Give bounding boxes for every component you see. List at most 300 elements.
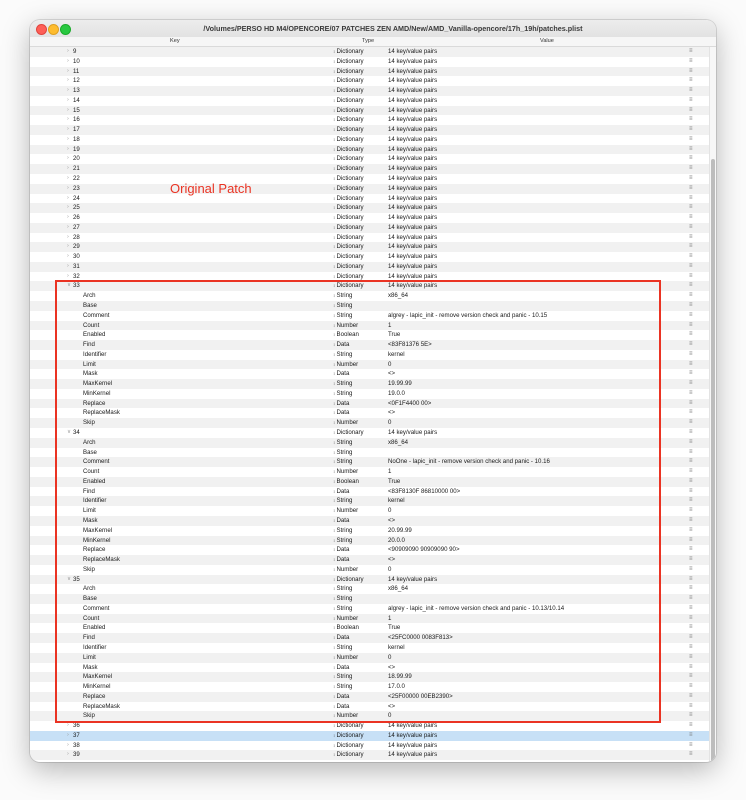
row-key[interactable]: Skip	[83, 712, 95, 720]
row-value[interactable]: 14 key/value pairs	[388, 233, 438, 241]
row-value[interactable]	[388, 301, 678, 311]
row-menu-icon[interactable]: ≡	[689, 302, 693, 309]
disclosure-open-icon[interactable]: ∨	[67, 282, 72, 289]
close-window-button[interactable]	[36, 24, 47, 35]
row-type[interactable]	[333, 125, 389, 135]
type-stepper-icon[interactable]: ↕	[333, 332, 337, 338]
row-menu-icon[interactable]: ≡	[689, 751, 693, 758]
row-value[interactable]: 0	[388, 712, 392, 720]
table-row[interactable]	[30, 584, 709, 594]
row-value[interactable]: 14 key/value pairs	[388, 751, 438, 759]
row-key[interactable]: Mask	[83, 663, 98, 671]
row-value[interactable]: x86_64	[388, 292, 408, 300]
table-row[interactable]	[30, 47, 709, 57]
row-key[interactable]: ReplaceMask	[83, 556, 120, 564]
table-row[interactable]	[30, 311, 709, 321]
row-key[interactable]: 20	[73, 155, 80, 163]
disclosure-closed-icon[interactable]: ›	[67, 214, 69, 221]
row-value[interactable]: 14 key/value pairs	[388, 223, 438, 231]
zoom-window-button[interactable]	[60, 24, 71, 35]
row-menu-icon[interactable]: ≡	[689, 57, 693, 64]
table-row[interactable]	[30, 428, 709, 438]
type-stepper-icon[interactable]: ↕	[333, 312, 337, 318]
row-menu-icon[interactable]: ≡	[689, 184, 693, 191]
type-stepper-icon[interactable]: ↕	[333, 410, 337, 416]
row-menu-icon[interactable]: ≡	[689, 702, 693, 709]
row-type[interactable]	[333, 487, 389, 497]
row-menu-icon[interactable]: ≡	[689, 233, 693, 240]
disclosure-open-icon[interactable]: ∨	[67, 429, 72, 436]
row-value[interactable]: <90909090 90909090 90>	[388, 546, 460, 554]
type-stepper-icon[interactable]: ↕	[333, 752, 337, 758]
row-key[interactable]: Base	[83, 302, 97, 310]
row-value[interactable]: 14 key/value pairs	[388, 145, 438, 153]
row-key[interactable]: MaxKernel	[83, 526, 113, 534]
row-menu-icon[interactable]: ≡	[689, 243, 693, 250]
row-value[interactable]: 14 key/value pairs	[388, 204, 438, 212]
row-menu-icon[interactable]: ≡	[689, 155, 693, 162]
table-row[interactable]	[30, 379, 709, 389]
row-type[interactable]	[333, 291, 389, 301]
table-row[interactable]	[30, 633, 709, 643]
row-type[interactable]	[333, 311, 389, 321]
row-menu-icon[interactable]: ≡	[689, 692, 693, 699]
row-type[interactable]	[333, 692, 389, 702]
row-value[interactable]: 14 key/value pairs	[388, 135, 438, 143]
row-value[interactable]: 14 key/value pairs	[388, 194, 438, 202]
table-row[interactable]	[30, 418, 709, 428]
outline-view[interactable]	[30, 47, 709, 762]
table-row[interactable]	[30, 262, 709, 272]
type-stepper-icon[interactable]: ↕	[333, 693, 337, 699]
row-value[interactable]: 14 key/value pairs	[388, 731, 438, 739]
row-value[interactable]: 14 key/value pairs	[388, 575, 438, 583]
row-menu-icon[interactable]: ≡	[689, 321, 693, 328]
type-stepper-icon[interactable]: ↕	[333, 713, 337, 719]
row-menu-icon[interactable]: ≡	[689, 380, 693, 387]
row-key[interactable]: Limit	[83, 507, 96, 515]
row-menu-icon[interactable]: ≡	[689, 116, 693, 123]
column-header-value[interactable]: Value	[540, 38, 554, 44]
row-menu-icon[interactable]: ≡	[689, 204, 693, 211]
table-row[interactable]	[30, 233, 709, 243]
row-key[interactable]: 26	[73, 214, 80, 222]
type-stepper-icon[interactable]: ↕	[333, 58, 337, 64]
row-value[interactable]: 14 key/value pairs	[388, 96, 438, 104]
row-menu-icon[interactable]: ≡	[689, 311, 693, 318]
table-row[interactable]	[30, 203, 709, 213]
table-row[interactable]	[30, 496, 709, 506]
table-row[interactable]	[30, 487, 709, 497]
disclosure-closed-icon[interactable]: ›	[67, 731, 69, 738]
row-value[interactable]: 17.0.0	[388, 683, 405, 691]
disclosure-closed-icon[interactable]: ›	[67, 253, 69, 260]
disclosure-closed-icon[interactable]: ›	[67, 106, 69, 113]
row-key[interactable]: 32	[73, 272, 80, 280]
row-type[interactable]	[333, 389, 389, 399]
table-row[interactable]	[30, 682, 709, 692]
type-stepper-icon[interactable]: ↕	[333, 449, 337, 455]
row-value[interactable]: <25F00000 00EB2390>	[388, 692, 453, 700]
row-value[interactable]: 14 key/value pairs	[388, 87, 438, 95]
disclosure-closed-icon[interactable]: ›	[67, 741, 69, 748]
type-stepper-icon[interactable]: ↕	[333, 498, 337, 504]
row-value[interactable]: 14 key/value pairs	[388, 48, 438, 55]
row-value[interactable]: 20.99.99	[388, 526, 412, 534]
table-row[interactable]	[30, 672, 709, 682]
row-type[interactable]	[333, 467, 389, 477]
row-value[interactable]: <>	[388, 702, 396, 710]
row-type[interactable]	[333, 145, 389, 155]
row-type[interactable]	[333, 242, 389, 252]
row-value[interactable]: <>	[388, 516, 396, 524]
row-key[interactable]: Base	[83, 448, 97, 456]
row-type[interactable]	[333, 428, 389, 438]
row-menu-icon[interactable]: ≡	[689, 135, 693, 142]
type-stepper-icon[interactable]: ↕	[333, 166, 337, 172]
row-key[interactable]: Identifier	[83, 497, 107, 505]
disclosure-closed-icon[interactable]: ›	[67, 722, 69, 729]
type-stepper-icon[interactable]: ↕	[333, 605, 337, 611]
row-menu-icon[interactable]: ≡	[689, 48, 693, 54]
row-type[interactable]	[333, 604, 389, 614]
row-menu-icon[interactable]: ≡	[689, 536, 693, 543]
type-stepper-icon[interactable]: ↕	[333, 723, 337, 729]
row-key[interactable]: MinKernel	[83, 536, 111, 544]
row-menu-icon[interactable]: ≡	[689, 253, 693, 260]
row-value[interactable]: 14 key/value pairs	[388, 77, 438, 85]
row-menu-icon[interactable]: ≡	[689, 634, 693, 641]
type-stepper-icon[interactable]: ↕	[333, 97, 337, 103]
row-type[interactable]	[333, 399, 389, 409]
row-menu-icon[interactable]: ≡	[689, 458, 693, 465]
row-type[interactable]	[333, 350, 389, 360]
row-key[interactable]: 24	[73, 194, 80, 202]
row-key[interactable]: 13	[73, 87, 80, 95]
table-row[interactable]	[30, 526, 709, 536]
table-row[interactable]	[30, 457, 709, 467]
type-stepper-icon[interactable]: ↕	[333, 322, 337, 328]
row-type[interactable]	[333, 438, 389, 448]
type-stepper-icon[interactable]: ↕	[333, 635, 337, 641]
row-menu-icon[interactable]: ≡	[689, 360, 693, 367]
table-row[interactable]	[30, 516, 709, 526]
disclosure-open-icon[interactable]: ∨	[67, 575, 72, 582]
type-stepper-icon[interactable]: ↕	[333, 215, 337, 221]
table-row[interactable]	[30, 125, 709, 135]
row-type[interactable]	[333, 575, 389, 585]
row-type[interactable]	[333, 663, 389, 673]
disclosure-closed-icon[interactable]: ›	[67, 262, 69, 269]
type-stepper-icon[interactable]: ↕	[333, 625, 337, 631]
row-key[interactable]: 34	[73, 429, 80, 437]
row-key[interactable]: 25	[73, 204, 80, 212]
disclosure-closed-icon[interactable]: ›	[67, 87, 69, 94]
row-menu-icon[interactable]: ≡	[689, 272, 693, 279]
row-menu-icon[interactable]: ≡	[689, 145, 693, 152]
disclosure-closed-icon[interactable]: ›	[67, 223, 69, 230]
row-value[interactable]: <>	[388, 663, 396, 671]
row-value[interactable]: 0	[388, 565, 392, 573]
table-row[interactable]	[30, 369, 709, 379]
row-value[interactable]: algrey - lapic_init - remove version check and panic - 10.13/10.14	[388, 604, 565, 612]
row-key[interactable]: Mask	[83, 516, 98, 524]
row-type[interactable]	[333, 594, 389, 604]
row-value[interactable]: x86_64	[388, 585, 408, 593]
row-value[interactable]: 14 key/value pairs	[388, 741, 438, 749]
row-key[interactable]: Limit	[83, 653, 96, 661]
row-menu-icon[interactable]: ≡	[689, 165, 693, 172]
type-stepper-icon[interactable]: ↕	[333, 273, 337, 279]
row-type[interactable]	[333, 418, 389, 428]
row-value[interactable]: 1	[388, 614, 392, 622]
type-stepper-icon[interactable]: ↕	[333, 303, 337, 309]
table-row[interactable]	[30, 164, 709, 174]
table-row[interactable]	[30, 301, 709, 311]
row-menu-icon[interactable]: ≡	[689, 175, 693, 181]
row-menu-icon[interactable]: ≡	[689, 507, 693, 514]
minimize-window-button[interactable]	[48, 24, 59, 35]
table-row[interactable]	[30, 242, 709, 252]
row-menu-icon[interactable]: ≡	[689, 419, 693, 426]
row-key[interactable]: Replace	[83, 692, 106, 700]
disclosure-closed-icon[interactable]: ›	[67, 57, 69, 64]
table-row[interactable]	[30, 184, 709, 194]
row-menu-icon[interactable]: ≡	[689, 429, 693, 436]
row-type[interactable]	[333, 653, 389, 663]
row-key[interactable]: Arch	[83, 585, 96, 593]
row-key[interactable]: Skip	[83, 419, 95, 427]
table-row[interactable]	[30, 340, 709, 350]
row-value[interactable]: 14 key/value pairs	[388, 126, 438, 134]
row-menu-icon[interactable]: ≡	[689, 673, 693, 680]
row-value[interactable]: 14 key/value pairs	[388, 67, 438, 75]
type-stepper-icon[interactable]: ↕	[333, 459, 337, 465]
row-type[interactable]	[333, 369, 389, 379]
row-type[interactable]	[333, 506, 389, 516]
table-row[interactable]	[30, 614, 709, 624]
type-stepper-icon[interactable]: ↕	[333, 469, 337, 475]
table-row[interactable]	[30, 213, 709, 223]
row-menu-icon[interactable]: ≡	[689, 731, 693, 738]
type-stepper-icon[interactable]: ↕	[333, 508, 337, 514]
disclosure-closed-icon[interactable]: ›	[67, 204, 69, 211]
disclosure-closed-icon[interactable]: ›	[67, 135, 69, 142]
table-row[interactable]	[30, 438, 709, 448]
row-type[interactable]	[333, 477, 389, 487]
row-key[interactable]: MinKernel	[83, 683, 111, 691]
vertical-scrollbar[interactable]	[709, 47, 716, 762]
type-stepper-icon[interactable]: ↕	[333, 576, 337, 582]
type-stepper-icon[interactable]: ↕	[333, 596, 337, 602]
row-value[interactable]: kernel	[388, 350, 405, 358]
row-type[interactable]	[333, 321, 389, 331]
row-key[interactable]: Replace	[83, 399, 106, 407]
type-stepper-icon[interactable]: ↕	[333, 615, 337, 621]
row-menu-icon[interactable]: ≡	[689, 399, 693, 406]
row-value[interactable]: kernel	[388, 643, 405, 651]
row-menu-icon[interactable]: ≡	[689, 370, 693, 377]
table-row[interactable]	[30, 653, 709, 663]
table-row[interactable]	[30, 467, 709, 477]
row-type[interactable]	[333, 584, 389, 594]
row-key[interactable]: Comment	[83, 604, 110, 612]
table-row[interactable]	[30, 389, 709, 399]
disclosure-closed-icon[interactable]: ›	[67, 243, 69, 250]
table-row[interactable]	[30, 702, 709, 712]
row-key[interactable]: 37	[73, 731, 80, 739]
disclosure-closed-icon[interactable]: ›	[67, 155, 69, 162]
row-key[interactable]: 21	[73, 165, 80, 173]
row-key[interactable]: Enabled	[83, 624, 106, 632]
disclosure-closed-icon[interactable]: ›	[67, 67, 69, 74]
row-value[interactable]: <0F1F4400 00>	[388, 399, 432, 407]
row-menu-icon[interactable]: ≡	[689, 546, 693, 553]
row-menu-icon[interactable]: ≡	[689, 126, 693, 133]
table-row[interactable]	[30, 536, 709, 546]
row-menu-icon[interactable]: ≡	[689, 683, 693, 690]
table-row[interactable]	[30, 281, 709, 291]
row-key[interactable]: 16	[73, 116, 80, 124]
row-menu-icon[interactable]: ≡	[689, 106, 693, 113]
row-key[interactable]: Identifier	[83, 643, 107, 651]
type-stepper-icon[interactable]: ↕	[333, 684, 337, 690]
row-value[interactable]: 0	[388, 653, 392, 661]
table-row[interactable]	[30, 321, 709, 331]
disclosure-closed-icon[interactable]: ›	[67, 145, 69, 152]
type-stepper-icon[interactable]: ↕	[333, 732, 337, 738]
type-stepper-icon[interactable]: ↕	[333, 644, 337, 650]
table-row[interactable]	[30, 711, 709, 721]
row-key[interactable]: 36	[73, 722, 80, 730]
row-menu-icon[interactable]: ≡	[689, 604, 693, 611]
row-menu-icon[interactable]: ≡	[689, 741, 693, 748]
row-key[interactable]: 31	[73, 262, 80, 270]
row-key[interactable]: Limit	[83, 360, 96, 368]
row-key[interactable]: 17	[73, 126, 80, 134]
row-menu-icon[interactable]: ≡	[689, 223, 693, 230]
row-value[interactable]: 1	[388, 468, 392, 476]
disclosure-closed-icon[interactable]: ›	[67, 96, 69, 103]
table-row[interactable]	[30, 663, 709, 673]
row-type[interactable]	[333, 340, 389, 350]
row-menu-icon[interactable]: ≡	[689, 262, 693, 269]
row-value[interactable]: <83F8130F 86810000 00>	[388, 487, 461, 495]
type-stepper-icon[interactable]: ↕	[333, 586, 337, 592]
row-menu-icon[interactable]: ≡	[689, 96, 693, 103]
table-row[interactable]	[30, 174, 709, 184]
table-row[interactable]	[30, 448, 709, 458]
row-value[interactable]: <83F81376 5E>	[388, 341, 432, 349]
row-type[interactable]	[333, 536, 389, 546]
row-type[interactable]	[333, 86, 389, 96]
row-value[interactable]: 0	[388, 507, 392, 515]
row-type[interactable]	[333, 106, 389, 116]
row-menu-icon[interactable]: ≡	[689, 468, 693, 475]
row-type[interactable]	[333, 555, 389, 565]
row-key[interactable]: Arch	[83, 292, 96, 300]
type-stepper-icon[interactable]: ↕	[333, 127, 337, 133]
row-type[interactable]	[333, 750, 389, 760]
type-stepper-icon[interactable]: ↕	[333, 254, 337, 260]
table-row[interactable]	[30, 350, 709, 360]
row-value[interactable]: 14 key/value pairs	[388, 116, 438, 124]
row-menu-icon[interactable]: ≡	[689, 595, 693, 602]
row-type[interactable]	[333, 47, 389, 57]
row-key[interactable]: Skip	[83, 565, 95, 573]
row-type[interactable]	[333, 682, 389, 692]
table-row[interactable]	[30, 330, 709, 340]
row-menu-icon[interactable]: ≡	[689, 477, 693, 484]
row-type[interactable]	[333, 408, 389, 418]
row-value[interactable]: 18.99.99	[388, 673, 412, 681]
row-key[interactable]: Find	[83, 487, 95, 495]
row-key[interactable]: Find	[83, 634, 95, 642]
row-value[interactable]: 14 key/value pairs	[388, 253, 438, 261]
type-stepper-icon[interactable]: ↕	[333, 664, 337, 670]
row-menu-icon[interactable]: ≡	[689, 497, 693, 504]
row-key[interactable]: MaxKernel	[83, 380, 113, 388]
table-row[interactable]	[30, 477, 709, 487]
type-stepper-icon[interactable]: ↕	[333, 156, 337, 162]
table-row[interactable]	[30, 399, 709, 409]
row-value[interactable]: 14 key/value pairs	[388, 214, 438, 222]
row-key[interactable]: Arch	[83, 438, 96, 446]
table-row[interactable]	[30, 731, 709, 741]
row-key[interactable]: 38	[73, 741, 80, 749]
row-type[interactable]	[333, 516, 389, 526]
row-type[interactable]	[333, 360, 389, 370]
type-stepper-icon[interactable]: ↕	[333, 146, 337, 152]
type-stepper-icon[interactable]: ↕	[333, 361, 337, 367]
row-type[interactable]	[333, 76, 389, 86]
row-value[interactable]: <25FC0000 0083F813>	[388, 634, 453, 642]
row-menu-icon[interactable]: ≡	[689, 341, 693, 348]
row-value[interactable]: 14 key/value pairs	[388, 184, 438, 192]
row-menu-icon[interactable]: ≡	[689, 389, 693, 396]
row-key[interactable]: 33	[73, 282, 80, 290]
row-type[interactable]	[333, 164, 389, 174]
table-row[interactable]	[30, 76, 709, 86]
table-row[interactable]	[30, 223, 709, 233]
row-menu-icon[interactable]: ≡	[689, 663, 693, 670]
disclosure-closed-icon[interactable]: ›	[67, 126, 69, 133]
row-type[interactable]	[333, 330, 389, 340]
table-row[interactable]	[30, 67, 709, 77]
row-menu-icon[interactable]: ≡	[689, 438, 693, 445]
row-type[interactable]	[333, 281, 389, 291]
row-value[interactable]: algrey - lapic_init - remove version check and panic - 10.15	[388, 311, 548, 319]
table-row[interactable]	[30, 741, 709, 751]
row-value[interactable]: 14 key/value pairs	[388, 106, 438, 114]
row-key[interactable]: 30	[73, 253, 80, 261]
table-row[interactable]	[30, 721, 709, 731]
row-menu-icon[interactable]: ≡	[689, 653, 693, 660]
row-menu-icon[interactable]: ≡	[689, 722, 693, 729]
row-menu-icon[interactable]: ≡	[689, 331, 693, 338]
row-key[interactable]: Comment	[83, 458, 110, 466]
row-type[interactable]	[333, 301, 389, 311]
row-value[interactable]: 1	[388, 321, 392, 329]
row-menu-icon[interactable]: ≡	[689, 614, 693, 621]
row-type[interactable]	[333, 545, 389, 555]
disclosure-closed-icon[interactable]: ›	[67, 165, 69, 172]
table-row[interactable]	[30, 575, 709, 585]
type-stepper-icon[interactable]: ↕	[333, 371, 337, 377]
row-key[interactable]: Count	[83, 614, 100, 622]
row-key[interactable]: 22	[73, 175, 80, 182]
row-key[interactable]: Find	[83, 341, 95, 349]
